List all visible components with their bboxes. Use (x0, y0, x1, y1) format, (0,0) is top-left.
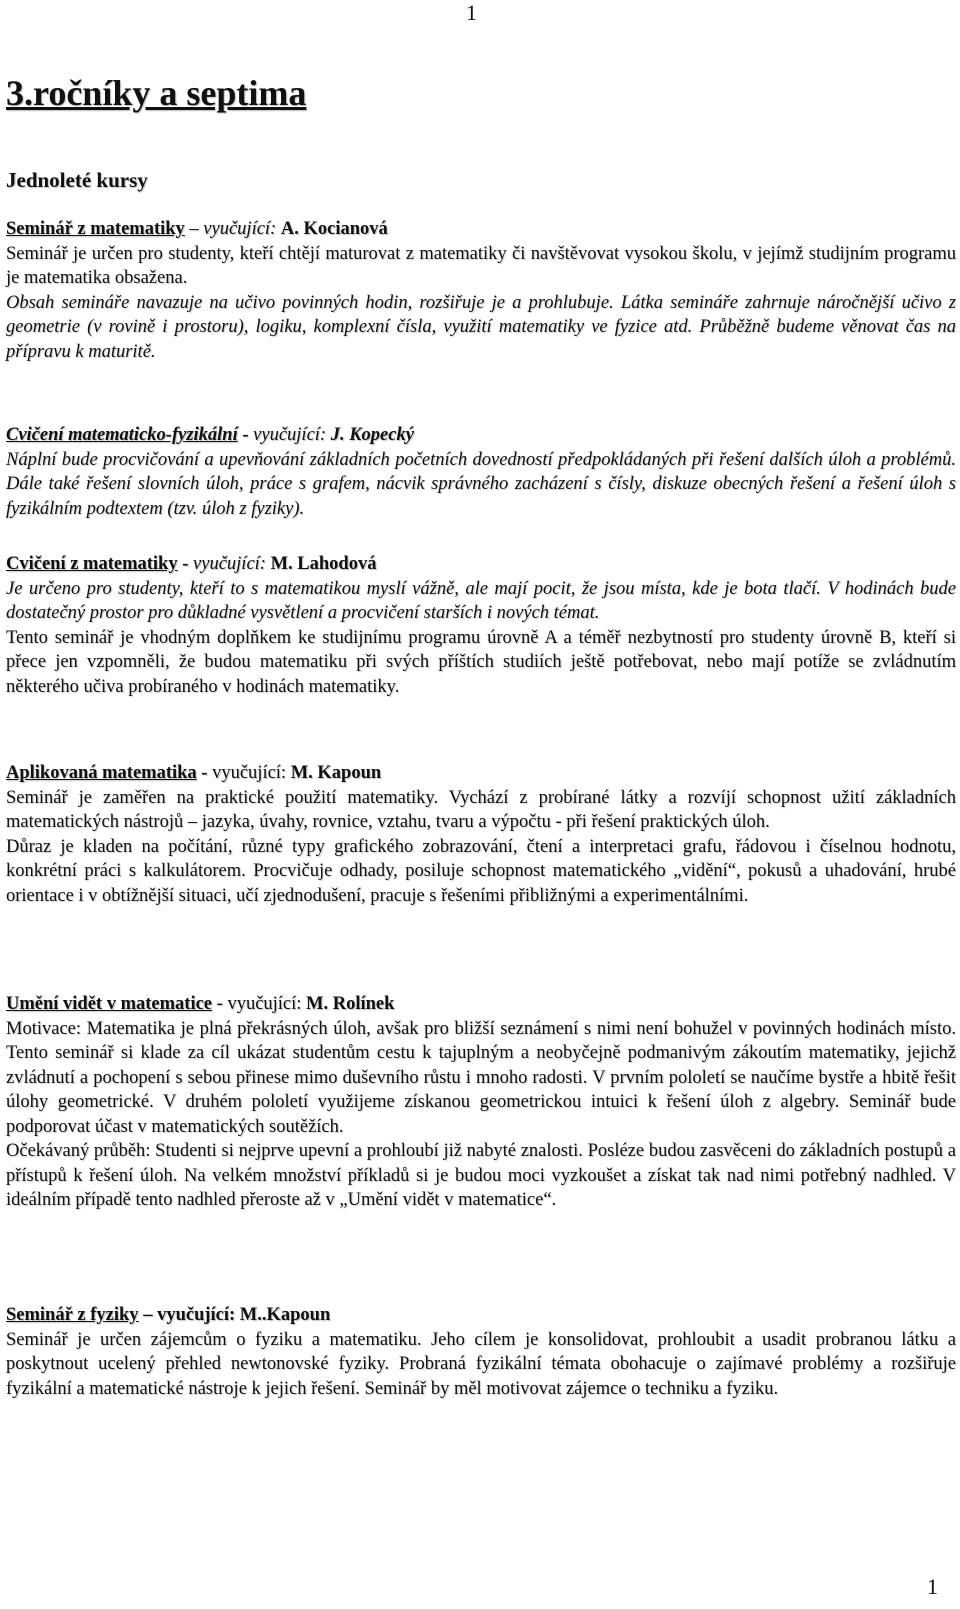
course-heading (6, 761, 956, 786)
course-heading (6, 217, 956, 242)
course-seminar-matematiky (6, 217, 956, 364)
course-separator: - (177, 554, 194, 574)
page-title: 3.ročníky a septima (6, 73, 307, 113)
course-cviceni-matematicko-fyzikalni (6, 423, 956, 521)
course-separator: - (196, 763, 213, 783)
page-number-bottom: 1 (927, 1574, 938, 1599)
course-paragraph: Důraz je kladen na počítání, různé typy grafického zobrazování, čtení a interpretaci grafu, řádovou i číselnou hodnotu, konkrétní práci s kalkulátorem. Procvičuje odhady, posiluje schopnost matematického „vidění“, pokusů a uhadování, hrubé orientace i v obtížnější situaci, učí zjednodušení, pracuje s řešeními přibližnými a experimentálními. (6, 836, 956, 906)
page-number-top: 1 (466, 0, 477, 25)
teacher-name: M. Kapoun (290, 763, 382, 783)
course-paragraph: Je určeno pro studenty, kteří to s matematikou myslí vážně, ale mají pocit, že jsou místa, kde je bota tlačí. V hodinách bude dostatečný prostor pro důkladné vysvětlení a procvičení starších i nových témat. (6, 578, 956, 623)
course-cviceni-z-matematiky (6, 552, 956, 699)
course-paragraph: Seminář je zaměřen na praktické použití matematiky. Vychází z probírané látky a rozvíjí schopnost užití základních matematických nástrojů – jazyka, úvahy, rovnice, vztahu, tvaru a výpočtu - při řešení praktických úloh. (6, 787, 956, 832)
teacher-name: M. Rolínek (306, 994, 395, 1014)
teacher-label: vyučující: (157, 1305, 240, 1325)
course-paragraph: Seminář je určen pro studenty, kteří chtějí maturovat z matematiky či navštěvovat vysokou školu, v jejímž studijním programu je matematika obsažena. (6, 243, 956, 288)
course-separator: – (138, 1305, 158, 1325)
course-separator: – (184, 219, 204, 239)
teacher-label: vyučující: (227, 994, 307, 1014)
teacher-name: M..Kapoun (239, 1305, 331, 1325)
course-name: Umění vidět v matematice (6, 994, 213, 1014)
course-paragraph: Motivace: Matematika je plná překrásných úloh, avšak pro bližší seznámení s nimi není bohužel v povinných hodinách místo. Tento seminář si klade za cíl ukázat studentům cestu k tajuplným a neobyčejně podmanivým zákoutím matematiky, jejichž zvládnutí a pochopení s sebou přinese mimo duševního růstu i mnoho radosti. V prvním pololetí se naučíme bystře a hbitě řešit úlohy geometrické. V druhém pololetí využijeme získanou geometrickou intuici k řešení úloh z algebry. Seminář bude podporovat účast v matematických soutěžích. (6, 1018, 956, 1137)
teacher-name: A. Kocianová (280, 219, 388, 239)
course-name: Cvičení z matematiky (6, 554, 178, 574)
course-heading (6, 552, 956, 577)
course-name: Aplikovaná matematika (6, 763, 197, 783)
course-name: Cvičení matematicko-fyzikální (6, 425, 238, 445)
course-name: Seminář z fyziky (6, 1305, 139, 1325)
course-seminar-fyziky (6, 1303, 956, 1401)
course-heading (6, 1303, 956, 1328)
course-heading (6, 992, 956, 1017)
course-name: Seminář z matematiky (6, 219, 185, 239)
course-paragraph: Náplní bude procvičování a upevňování základních početních dovedností předpokládaných při řešení dalších úloh a problémů. Dále také řešení slovních úloh, práce s grafem, nácvik správného zacházení s čísly, diskuze obecných řešení a řešení úloh s fyzikálním podtextem (tzv. úloh z fyziky). (6, 449, 956, 519)
course-aplikovana-matematika (6, 761, 956, 908)
teacher-label: vyučující: (203, 219, 281, 239)
course-paragraph: Obsah semináře navazuje na učivo povinných hodin, rozšiřuje je a prohlubuje. Látka semináře zahrnuje náročnější učivo z geometrie (v rovině i prostoru), logiku, komplexní čísla, využití matematiky ve fyzice atd. Průběžně budeme věnovat čas na přípravu k maturitě. (6, 292, 956, 362)
course-paragraph: Očekávaný průběh: Studenti si nejprve upevní a prohloubí již nabyté znalosti. Posléze budou zasvěceni do základních postupů a přístupů k řešení úloh. Na velkém množství příkladů si je budou moci vyzkoušet a získat tak nad nimi potřebný nadhled. V ideálním případě tento nadhled přeroste až v „Umění vidět v matematice“. (6, 1141, 956, 1210)
teacher-name: M. Lahodová (270, 554, 377, 574)
teacher-label: vyučující: (212, 763, 291, 783)
teacher-label: vyučující: (193, 554, 271, 574)
course-separator: - (237, 425, 254, 445)
course-paragraph: Seminář je určen zájemcům o fyziku a matematiku. Jeho cílem je konsolidovat, prohloubit a usadit probranou látku a poskytnout ucelený přehled newtonovské fyziky. Probraná fyzikální témata obohacuje o zajímavé problémy a rozšiřuje fyzikální a matematické nástroje k jejich řešení. Seminář by měl motivovat zájemce o techniku a fyziku. (6, 1329, 956, 1399)
course-paragraph: Tento seminář je vhodným doplňkem ke studijnímu programu úrovně A a téměř nezbytností pro studenty úrovně B, kteří si přece jen vzpomněli, že budou matematiku při svých příštích studiích ještě potřebovat, nebo mají potíže se zvládnutím některého učiva probíraného v hodinách matematiky. (6, 627, 956, 697)
section-subtitle: Jednoleté kursy (6, 168, 148, 192)
course-heading (6, 423, 956, 448)
course-umeni-videt (6, 992, 956, 1213)
teacher-name: J. Kopecký (330, 425, 414, 445)
course-separator: - (212, 994, 228, 1014)
teacher-label: vyučující: (253, 425, 331, 445)
